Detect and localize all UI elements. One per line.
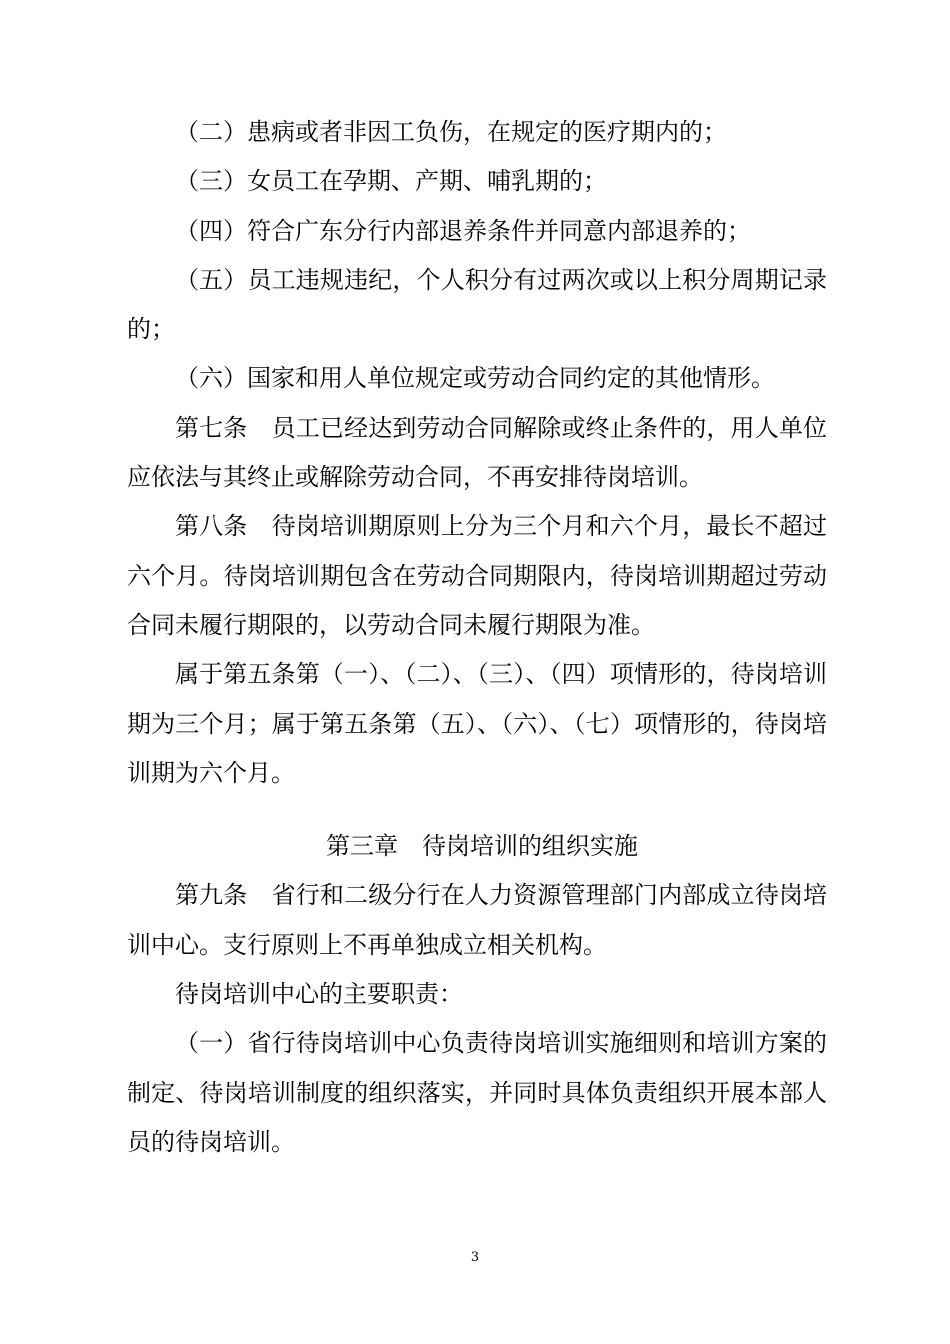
page-number: 3 [470,1250,480,1265]
duties-intro: 待岗培训中心的主要职责： [175,980,463,1009]
paragraph-item-2: （二）患病或者非因工负伤，在规定的医疗期内的； [175,118,727,146]
chapter-heading: 第三章 待岗培训的组织实施 [326,832,638,861]
article-7: 第七条 员工已经达到劳动合同解除或终止条件的，用人单位应依法与其终止或解除劳动合同，不再安排待岗培训。 [127,413,827,492]
article-9: 第九条 省行和二级分行在人力资源管理部门内部成立待岗培训中心。支行原则上不再单独成立相关机构。 [127,881,827,959]
duty-item-1: （一）省行待岗培训中心负责待岗培训实施细则和培训方案的制定、待岗培训制度的组织落实，并同时具体负责组织开展本部人员的待岗培训。 [127,1029,827,1156]
paragraph-item-4: （四）符合广东分行内部退养条件并同意内部退养的； [175,216,751,245]
document-body [127,108,827,1167]
article-8: 第八条 待岗培训期原则上分为三个月和六个月，最长不超过六个月。待岗培训期包含在劳动合同期限内，待岗培训期超过劳动合同未履行期限的，以劳动合同未履行期限为准。 [127,512,827,639]
paragraph-item-6: （六）国家和用人单位规定或劳动合同约定的其他情形。 [175,364,775,393]
paragraph-item-5: （五）员工违规违纪，个人积分有过两次或以上积分周期记录的； [127,265,827,344]
article-8-detail: 属于第五条第（一）、（二）、（三）、（四）项情形的，待岗培训期为三个月；属于第五条第（五）、（六）、（七）项情形的，待岗培训期为六个月。 [127,660,827,787]
paragraph-item-3: （三）女员工在孕期、产期、哺乳期的； [175,167,607,196]
